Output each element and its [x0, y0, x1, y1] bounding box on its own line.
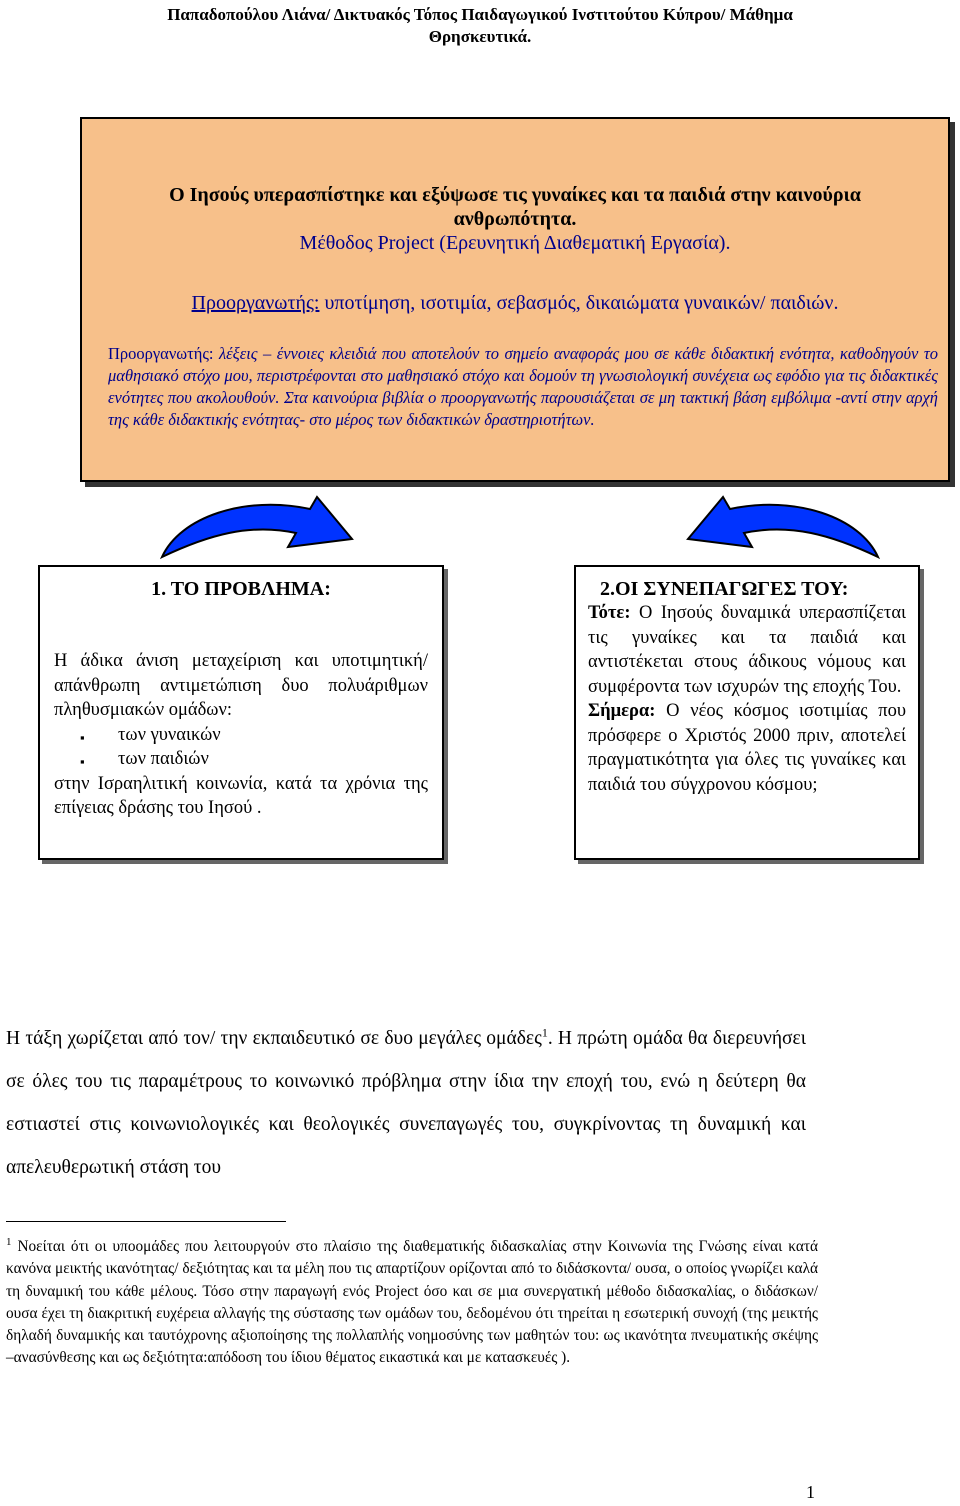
today-text: Ο νέος κόσμος ισοτιμίας που πρόσφερε ο Χριστός 2000 πριν, αποτελεί πραγματικότητα για όλες τις γυναίκες και παιδιά του σύγχρονου κόσμου; [588, 701, 906, 795]
organizer-label: Προοργανωτής: [191, 292, 320, 314]
method-line: Μέθοδος Project (Ερευνητική Διαθεματική Εργασία). [299, 232, 731, 254]
organizer-definition [108, 343, 938, 431]
then-text: Ο Ιησούς δυναμικά υπερασπίζεται τις γυναίκες και τα παιδιά και αντιστέκεται στους άδικους νόμους και συμφέροντα των ισχυρών της εποχής Του. [588, 603, 906, 697]
list-item [54, 747, 428, 772]
then-label: Τότε: [588, 603, 631, 623]
right-curved-arrow-icon [688, 497, 878, 557]
footnote-marker: 1 [6, 1235, 12, 1248]
organizer-keywords-line [82, 291, 948, 315]
square-bullet-icon: ▪ [80, 754, 85, 769]
implications-today [588, 699, 906, 797]
left-curved-arrow-icon [162, 497, 352, 557]
organizer-keywords: υποτίμηση, ισοτιμία, σεβασμός, δικαιώματα γυναικών/ παιδιών. [319, 292, 839, 314]
footnote-reference[interactable]: 1 [541, 1025, 548, 1040]
problem-outro: στην Ισραηλιτική κοινωνία, κατά τα χρόνια της επίγειας δράσης του Ιησού . [54, 773, 428, 818]
implications-then [588, 601, 906, 699]
body-text-rest: . Η πρώτη ομάδα θα διερευνήσει σε όλες του τις παραμέτρους το κοινωνικό πρόβλημα στην ίδια την εποχή του, ενώ η δεύτερη θα εστιαστεί στις κοινωνιολογικές και θεολογικές συνεπαγωγές του, συγκρίνοντας τη δυναμική και απελευθερωτική στάση του [6, 1028, 806, 1178]
footnote [6, 1236, 818, 1370]
problem-bullet-list [54, 723, 428, 772]
bullet-text-children: των παιδιών [118, 749, 209, 769]
topic-title-line-1: Ο Ιησούς υπερασπίστηκε και εξύψωσε τις γυναίκες και τα παιδιά στην καινούρια [169, 184, 861, 206]
advance-organizer-box [80, 117, 950, 482]
implications-box [574, 565, 920, 860]
page-header [0, 4, 960, 48]
footnote-divider [6, 1221, 286, 1222]
implications-title: 2.ΟΙ ΣΥΝΕΠΑΓΩΓΕΣ ΤΟΥ: [600, 578, 849, 600]
curved-arrows [160, 495, 880, 575]
today-label: Σήμερα: [588, 701, 656, 721]
bullet-text-women: των γυναικών [118, 724, 221, 745]
problem-title: 1. ΤΟ ΠΡΟΒΛΗΜΑ: [151, 578, 331, 600]
definition-label: Προοργανωτής: [108, 344, 214, 363]
body-paragraph [6, 1017, 806, 1189]
list-item [54, 723, 428, 748]
body-text-start: Η τάξη χωρίζεται από τον/ την εκπαιδευτικό σε δυο μεγάλες ομάδες [6, 1028, 542, 1049]
topic-title-line-2: ανθρωπότητα. [453, 208, 577, 230]
problem-box [38, 565, 444, 860]
footnote-text: Νοείται ότι οι υποομάδες που λειτουργούν στο πλαίσιο της διαθεματικής διδασκαλίας στην Κοινωνία της Γνώσης είναι κατά κανόνα μεικτής ικανότητας/ δεξιότητας και τα μέλη που τις απαρτίζουν ορίζονται από το διδάσκοντα/ ουσα, ο οποίος γνωρίζει καλά τη δυναμική του κάθε μέλους. Τόσο στην παραγωγή ενός Project όσο και σε μια συνεργατική μέθοδο διδασκαλίας, ο διδάσκων/ ουσα έχει τη διακριτική ευχέρεια αλλαγής της σύστασης των ομάδων του, δεδομένου ότι τηρείται η εσωτερική συνοχή (της μεικτής δηλαδή δυναμικής και ταυτόχρονης αξιοποίησης της πολλαπλής νοημοσύνης των μαθητών του: ως ικανότητα πνευματικής σκέψης –ανασύνθεσης και ως δεξιότητα:απόδοση του ίδιου θέματος εικαστικά και με κατασκευές ). [6, 1238, 818, 1367]
header-line-2: Θρησκευτικά. [428, 27, 532, 46]
page-number: 1 [806, 1482, 815, 1502]
square-bullet-icon: ▪ [80, 729, 85, 745]
problem-intro: Η άδικα άνιση μεταχείριση και υποτιμητική/ απάνθρωπη αντιμετώπιση δυο πολυάριθμων πληθυσμιακών ομάδων: [54, 651, 428, 720]
definition-text: λέξεις – έννοιες κλειδιά που αποτελούν το σημείο αναφοράς μου σε κάθε διδακτική ενότητα, καθοδηγούν το μαθησιακό στόχο μου, περιστρέφονται στο μαθησιακό στόχο και δομούν τη γνωσιολογική συνέχεια ως εφόδιο για τις διδακτικές ενότητες που ακολουθούν. Στα καινούρια βιβλία ο προοργανωτής παρουσιάζεται σε μη τακτική βάση εμβόλιμα -αντί στην αρχή της κάθε διδακτικής ενότητας- στο μέρος των διδακτικών δραστηριοτήτων. [108, 344, 938, 429]
header-line-1: Παπαδοπούλου Λιάνα/ Δικτυακός Τόπος Παιδαγωγικού Ινστιτούτου Κύπρου/ Μάθημα [167, 5, 793, 24]
